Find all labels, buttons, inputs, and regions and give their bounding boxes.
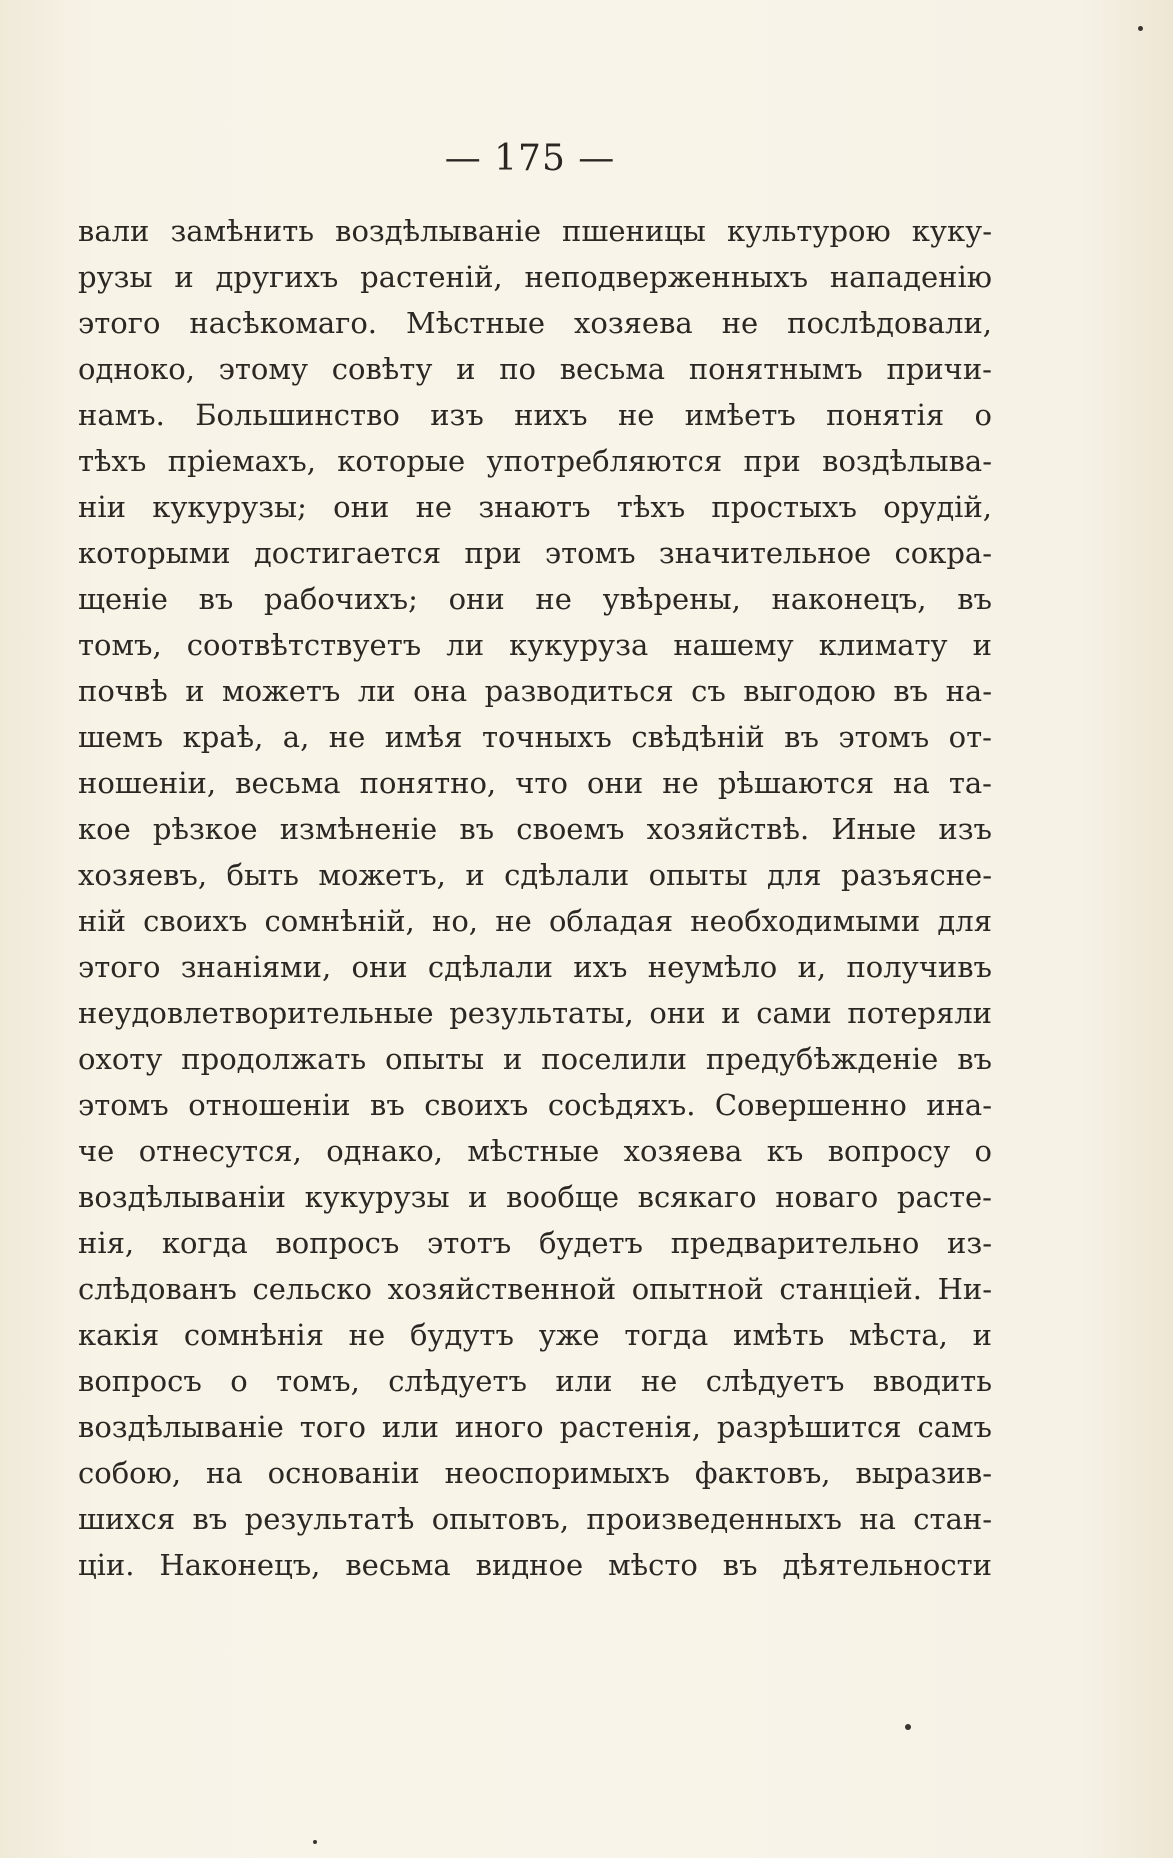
text-line: тѣхъ пріемахъ, которые употребляются при воздѣлыва-	[78, 444, 992, 478]
text-line: шемъ краѣ, а, не имѣя точныхъ свѣдѣній въ этомъ от-	[78, 720, 992, 754]
text-line: этого знаніями, они сдѣлали ихъ неумѣло и, получивъ	[78, 950, 992, 984]
text-line: намъ. Большинство изъ нихъ не имѣетъ понятія о	[78, 398, 992, 432]
text-line: слѣдованъ сельско хозяйственной опытной станціей. Ни-	[78, 1272, 992, 1306]
text-line: воздѣлываніе того или иного растенія, разрѣшится самъ	[78, 1410, 992, 1444]
text-line: че отнесутся, однако, мѣстные хозяева къ вопросу о	[78, 1134, 992, 1168]
text-line: этого насѣкомаго. Мѣстные хозяева не послѣдовали,	[78, 306, 992, 340]
text-line: рузы и другихъ растеній, неподверженныхъ нападенію	[78, 260, 992, 294]
text-line: какія сомнѣнія не будутъ уже тогда имѣть мѣста, и	[78, 1318, 992, 1352]
ink-speck	[313, 1840, 317, 1844]
text-line: воздѣлываніи кукурузы и вообще всякаго новаго расте-	[78, 1180, 992, 1214]
text-line: хозяевъ, быть можетъ, и сдѣлали опыты для разъясне-	[78, 858, 992, 892]
text-line: почвѣ и можетъ ли она разводиться съ выгодою въ на-	[78, 674, 992, 708]
text-line: томъ, соотвѣтствуетъ ли кукуруза нашему климату и	[78, 628, 992, 662]
text-line: щеніе въ рабочихъ; они не увѣрены, наконецъ, въ	[78, 582, 992, 616]
text-line: охоту продолжать опыты и поселили предубѣжденіе въ	[78, 1042, 992, 1076]
text-line: неудовлетворительные результаты, они и сами потеряли	[78, 996, 992, 1030]
text-line: этомъ отношеніи въ своихъ сосѣдяхъ. Совершенно ина-	[78, 1088, 992, 1122]
text-line: кое рѣзкое измѣненіе въ своемъ хозяйствѣ. Иные изъ	[78, 812, 992, 846]
ink-speck	[905, 1724, 911, 1730]
text-line: ніи кукурузы; они не знаютъ тѣхъ простыхъ орудій,	[78, 490, 992, 524]
ink-speck	[1138, 26, 1143, 31]
text-line: одноко, этому совѣту и по весьма понятнымъ причи-	[78, 352, 992, 386]
text-line: вопросъ о томъ, слѣдуетъ или не слѣдуетъ вводить	[78, 1364, 992, 1398]
body-text	[78, 208, 992, 1588]
page-number: — 175 —	[444, 138, 616, 179]
text-line: ній своихъ сомнѣній, но, не обладая необходимыми для	[78, 904, 992, 938]
text-line: ношеніи, весьма понятно, что они не рѣшаются на та-	[78, 766, 992, 800]
text-line: вали замѣнить воздѣлываніе пшеницы культурою куку-	[78, 214, 992, 248]
text-line: которыми достигается при этомъ значительное сокра-	[78, 536, 992, 570]
text-line: нія, когда вопросъ этотъ будетъ предварительно из-	[78, 1226, 992, 1260]
text-line: ціи. Наконецъ, весьма видное мѣсто въ дѣятельности	[78, 1548, 992, 1582]
text-line: шихся въ результатѣ опытовъ, произведенныхъ на стан-	[78, 1502, 992, 1536]
text-line: собою, на основаніи неоспоримыхъ фактовъ, выразив-	[78, 1456, 992, 1490]
